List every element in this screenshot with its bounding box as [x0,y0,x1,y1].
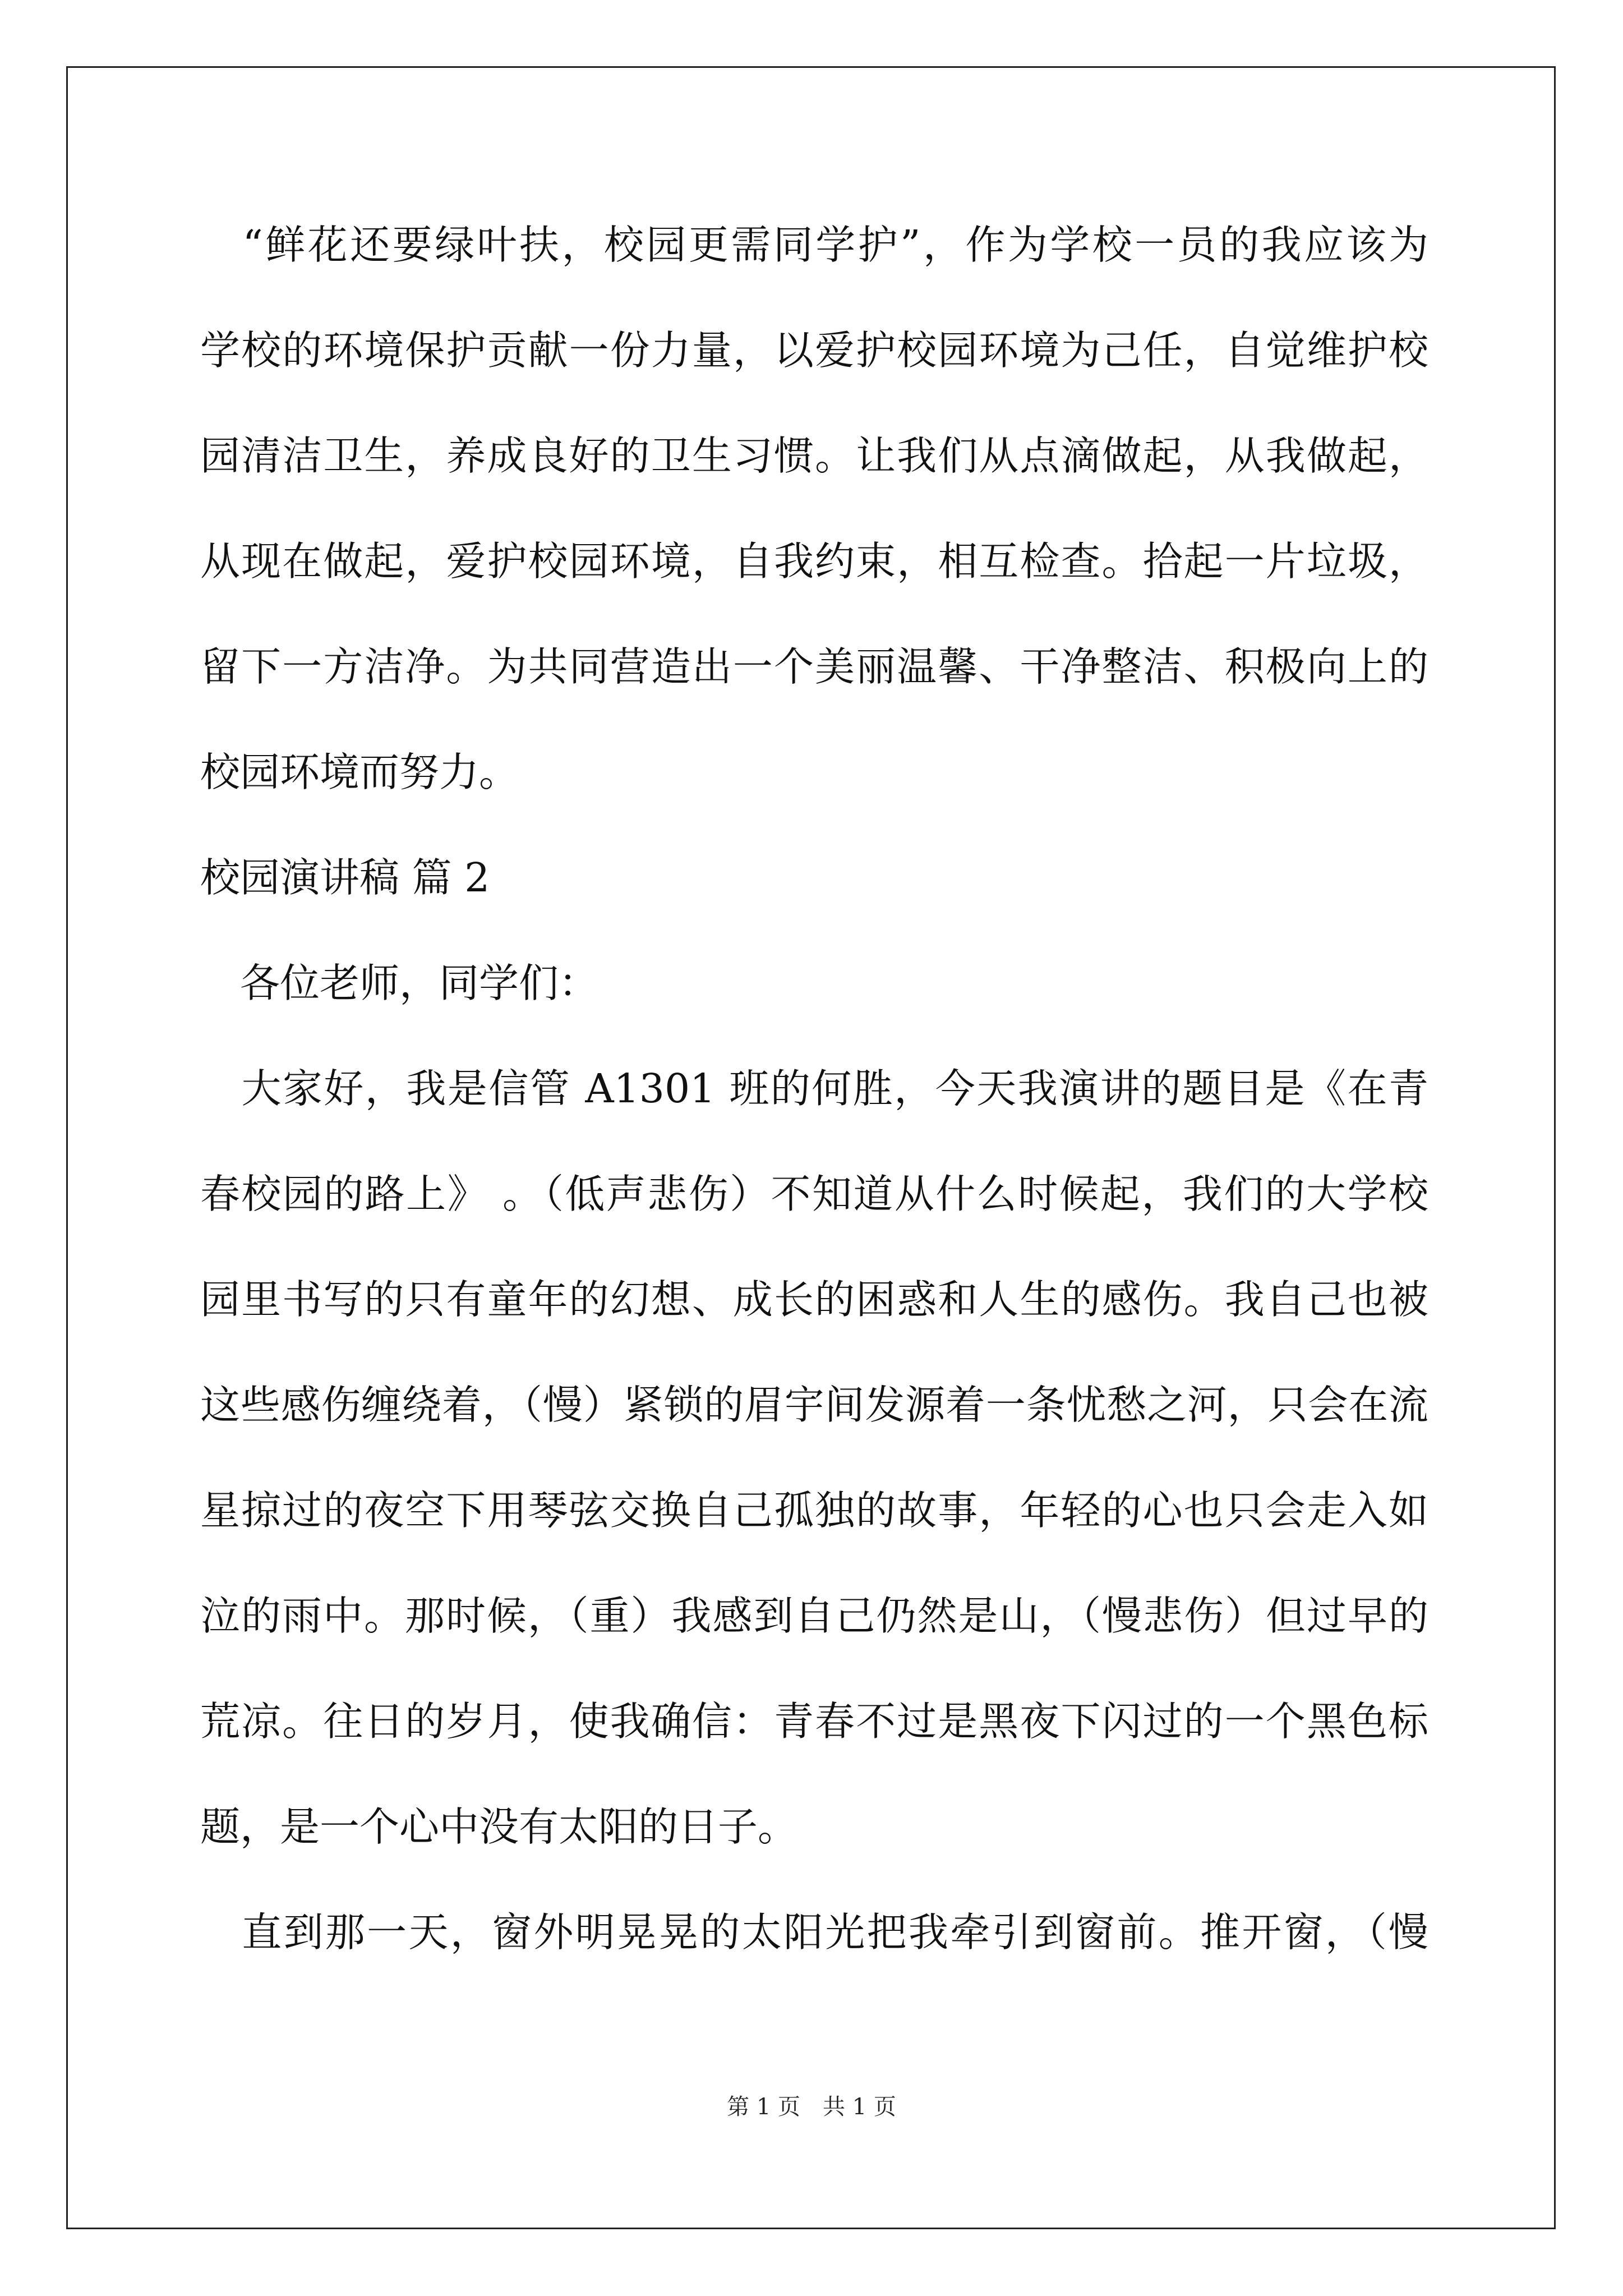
paragraph-2-line-2: 春校园的路上》 。（低声悲伤）不知道从什么时候起，我们的大学校 [200,1171,1428,1217]
paragraph-1-line-5: 留下一方洁净。为共同营造出一个美丽温馨、干净整洁、积极向上的 [200,643,1428,690]
paragraph-1-line-2: 学校的环境保护贡献一份力量，以爱护校园环境为己任，自觉维护校 [200,327,1428,374]
paragraph-2-line-4: 这些感伤缠绕着，（慢）紧锁的眉宇间发源着一条忧愁之河，只会在流 [200,1382,1428,1428]
paragraph-3-line-1: 直到那一天，窗外明晃晃的太阳光把我牵引到窗前。推开窗，（慢 [200,1909,1428,1955]
paragraph-2-line-8: 题，是一个心中没有太阳的日子。 [200,1803,798,1850]
paragraph-2-line-5: 星掠过的夜空下用琴弦交换自己孤独的故事，年轻的心也只会走入如 [200,1487,1428,1534]
section-heading: 校园演讲稿 篇 2 [200,854,490,901]
salutation: 各位老师，同学们： [200,960,599,1006]
paragraph-1-line-4: 从现在做起，爱护校园环境，自我约束，相互检查。拾起一片垃圾， [200,538,1428,585]
paragraph-1-line-3: 园清洁卫生，养成良好的卫生习惯。让我们从点滴做起，从我做起， [200,432,1428,479]
paragraph-2-line-6: 泣的雨中。那时候，（重）我感到自己仍然是山，（慢悲伤）但过早的 [200,1593,1428,1639]
paragraph-2-line-3: 园里书写的只有童年的幻想、成长的困惑和人生的感伤。我自己也被 [200,1276,1428,1323]
paragraph-1-line-6: 校园环境而努力。 [200,749,519,795]
paragraph-2-line-7: 荒凉。往日的岁月，使我确信：青春不过是黑夜下闪过的一个黑色标 [200,1698,1428,1745]
page-footer: 第 1 页 共 1 页 [727,2094,896,2120]
paragraph-2-line-1: 大家好，我是信管 A1301 班的何胜，今天我演讲的题目是《在青 [200,1065,1428,1112]
paragraph-1-line-1: “鲜花还要绿叶扶，校园更需同学护”，作为学校一员的我应该为 [200,222,1428,268]
